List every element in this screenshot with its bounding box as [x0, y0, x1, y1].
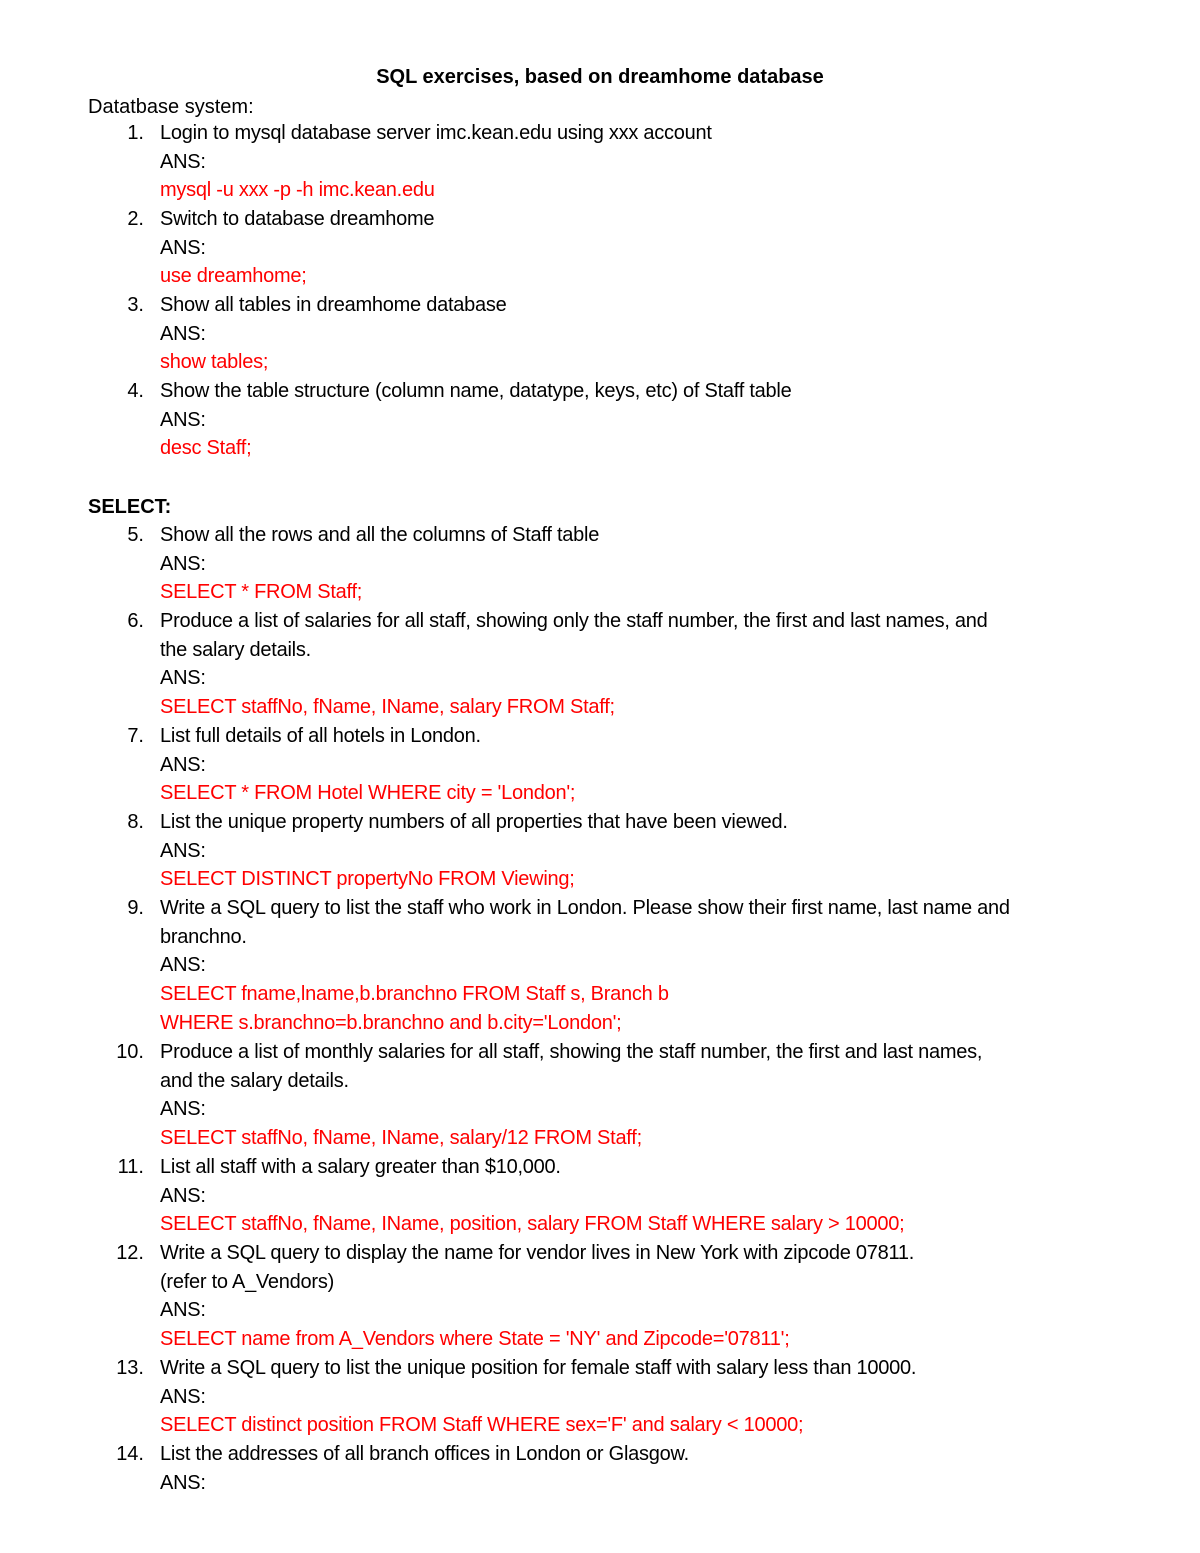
exercise-question-line: List the unique property numbers of all properties that have been viewed. [160, 811, 788, 833]
exercise-question-line: Show all the rows and all the columns of Staff table [160, 524, 600, 546]
exercise-item [127, 377, 1120, 463]
exercise-number: 5. [127, 524, 144, 546]
sql-answer-line: SELECT * FROM Hotel WHERE city = 'London'; [160, 782, 576, 805]
sql-answer-line: mysql -u xxx -p -h imc.kean.edu [160, 179, 435, 202]
exercise-question-line: branchno. [160, 925, 247, 948]
ans-label: ANS: [160, 236, 206, 259]
ans-label: ANS: [160, 322, 206, 345]
section-heading-select: SELECT: [88, 496, 172, 518]
sql-answer-line: desc Staff; [160, 437, 252, 460]
sql-answer-line: SELECT distinct position FROM Staff WHERE sex='F' and salary < 10000; [160, 1414, 804, 1437]
ans-label: ANS: [160, 954, 206, 977]
exercise-question-line: Show the table structure (column name, datatype, keys, etc) of Staff table [160, 380, 792, 402]
exercise-number: 8. [127, 811, 144, 833]
exercise-item [116, 1239, 1120, 1354]
ans-label: ANS: [160, 1299, 206, 1322]
document-title: SQL exercises, based on dreamhome database [376, 66, 824, 88]
exercise-item [127, 205, 1120, 291]
exercise-question-line: Produce a list of salaries for all staff, showing only the staff number, the first and last names, and [160, 610, 988, 632]
exercise-item [127, 722, 1120, 808]
exercise-number: 1. [127, 122, 144, 144]
exercise-number: 6. [127, 610, 144, 632]
exercise-item [127, 291, 1120, 377]
ans-label: ANS: [160, 1098, 206, 1121]
exercise-question-line: and the salary details. [160, 1069, 349, 1092]
sql-answer-line: SELECT staffNo, fName, IName, salary/12 FROM Staff; [160, 1127, 642, 1150]
sql-answer-line: use dreamhome; [160, 265, 307, 288]
exercise-question-line: List full details of all hotels in London. [160, 725, 481, 747]
exercise-number: 14. [116, 1443, 144, 1465]
exercise-question-line: the salary details. [160, 638, 311, 661]
exercise-number: 13. [116, 1357, 144, 1379]
sql-answer-line: SELECT name from A_Vendors where State = 'NY' and Zipcode='07811'; [160, 1328, 790, 1351]
ans-label: ANS: [160, 408, 206, 431]
ans-label: ANS: [160, 667, 206, 690]
exercise-question-line: Write a SQL query to display the name for vendor lives in New York with zipcode 07811. [160, 1242, 915, 1264]
exercise-item [127, 808, 1120, 894]
sql-answer-line: SELECT fname,lname,b.branchno FROM Staff s, Branch b [160, 983, 669, 1006]
exercise-item [127, 894, 1120, 1038]
exercise-question-line: List the addresses of all branch offices in London or Glasgow. [160, 1443, 689, 1465]
section-heading-database-system: Datatbase system: [88, 96, 254, 118]
exercise-question-line: Write a SQL query to list the staff who work in London. Please show their first name, last name and [160, 897, 1010, 919]
exercise-item [127, 119, 1120, 205]
exercise-number: 2. [127, 208, 144, 230]
exercise-number: 9. [127, 897, 144, 919]
exercise-item [117, 1153, 1120, 1239]
exercise-number: 4. [127, 380, 144, 402]
exercise-question-line: Produce a list of monthly salaries for all staff, showing the staff number, the first and last names, [160, 1041, 983, 1063]
ans-label: ANS: [160, 150, 206, 173]
sql-answer-line: SELECT * FROM Staff; [160, 581, 363, 604]
exercise-item [116, 1354, 1120, 1440]
exercise-number: 7. [127, 725, 144, 747]
sql-answer-line: SELECT staffNo, fName, IName, position, salary FROM Staff WHERE salary > 10000; [160, 1213, 905, 1236]
ans-label: ANS: [160, 839, 206, 862]
sql-answer-line: show tables; [160, 351, 269, 374]
sql-answer-line: SELECT DISTINCT propertyNo FROM Viewing; [160, 868, 575, 891]
exercise-question-line: List all staff with a salary greater than $10,000. [160, 1156, 561, 1178]
ans-label: ANS: [160, 552, 206, 575]
exercise-question-line: Write a SQL query to list the unique position for female staff with salary less than 10000. [160, 1357, 917, 1379]
exercise-question-line: (refer to A_Vendors) [160, 1270, 334, 1293]
exercise-item [116, 1038, 1120, 1153]
exercise-number: 11. [117, 1156, 144, 1178]
exercise-number: 3. [127, 294, 144, 316]
ans-label: ANS: [160, 1385, 206, 1408]
sql-answer-line: SELECT staffNo, fName, IName, salary FROM Staff; [160, 696, 615, 719]
exercise-question-line: Show all tables in dreamhome database [160, 294, 507, 316]
exercise-question-line: Switch to database dreamhome [160, 208, 435, 230]
exercise-item [127, 521, 1120, 607]
sql-answer-line: WHERE s.branchno=b.branchno and b.city='London'; [160, 1011, 622, 1034]
ans-label: ANS: [160, 1184, 206, 1207]
exercise-item [127, 607, 1120, 722]
exercise-question-line: Login to mysql database server imc.kean.edu using xxx account [160, 122, 712, 144]
exercise-number: 10. [116, 1041, 144, 1063]
exercise-number: 12. [116, 1242, 144, 1264]
exercise-item [116, 1440, 1120, 1497]
ans-label: ANS: [160, 753, 206, 776]
ans-label: ANS: [160, 1471, 206, 1494]
